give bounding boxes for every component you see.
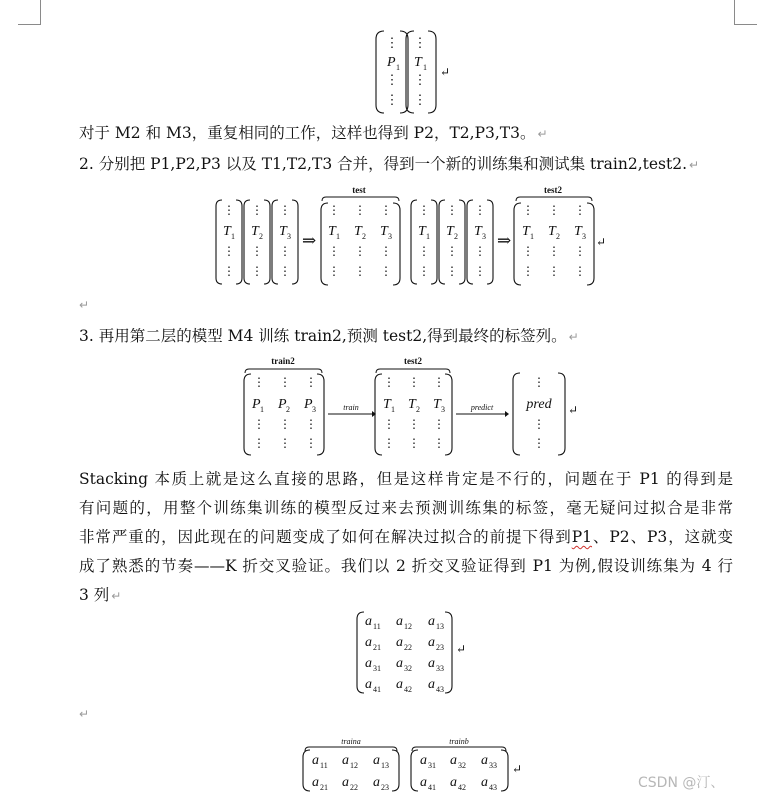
vdots: ⋮ bbox=[253, 417, 265, 431]
vdots: ⋮ bbox=[385, 72, 399, 87]
vdots: ⋮ bbox=[522, 264, 534, 278]
vdots: ⋮ bbox=[354, 264, 366, 278]
svg-text:T: T bbox=[548, 224, 556, 239]
svg-text:T: T bbox=[522, 224, 530, 239]
vdots: ⋮ bbox=[446, 244, 458, 258]
traina-label: traina bbox=[341, 737, 361, 746]
a-subscript: 43 bbox=[489, 783, 497, 792]
p-symbol: P bbox=[387, 55, 396, 70]
svg-text:T: T bbox=[328, 224, 336, 239]
svg-text:a: a bbox=[420, 775, 427, 790]
vdots: ⋮ bbox=[380, 264, 392, 278]
vdots: ⋮ bbox=[223, 203, 235, 217]
svg-text:a: a bbox=[312, 775, 319, 790]
vdots: ⋮ bbox=[408, 417, 420, 431]
svg-text:a: a bbox=[373, 775, 380, 790]
vdots: ⋮ bbox=[418, 244, 430, 258]
vdots: ⋮ bbox=[223, 244, 235, 258]
vdots: ⋮ bbox=[533, 436, 545, 450]
vdots: ⋮ bbox=[223, 264, 235, 278]
vdots: ⋮ bbox=[548, 203, 560, 217]
stacking-line-4: 成了熟悉的节奏——K 折交叉验证。我们以 2 折交叉验证得到 P1 为例,假设训练集为 4 行 bbox=[79, 557, 733, 575]
vdots: ⋮ bbox=[522, 244, 534, 258]
vdots: ⋮ bbox=[418, 264, 430, 278]
vdots: ⋮ bbox=[305, 417, 317, 431]
return-mark: ↵ bbox=[456, 642, 467, 656]
implies-arrow: ⇒ bbox=[497, 231, 512, 250]
t-subscript: 1 bbox=[336, 232, 340, 241]
trainb-label: trainb bbox=[449, 737, 469, 746]
t-subscript: 3 bbox=[582, 232, 586, 241]
vdots: ⋮ bbox=[328, 203, 340, 217]
vdots: ⋮ bbox=[433, 436, 445, 450]
return-mark: ↵ bbox=[568, 403, 579, 417]
vdots: ⋮ bbox=[446, 264, 458, 278]
t-subscript: 3 bbox=[388, 232, 392, 241]
t-subscript: 2 bbox=[362, 232, 366, 241]
vdots: ⋮ bbox=[380, 203, 392, 217]
svg-text:T: T bbox=[474, 224, 482, 239]
vdots: ⋮ bbox=[474, 264, 486, 278]
a-subscript: 22 bbox=[404, 643, 412, 652]
t-subscript: 2 bbox=[454, 232, 458, 241]
test2-label: test2 bbox=[404, 356, 422, 366]
a-subscript: 12 bbox=[350, 761, 358, 770]
a-subscript: 33 bbox=[489, 761, 497, 770]
vdots: ⋮ bbox=[383, 375, 395, 389]
vdots: ⋮ bbox=[413, 35, 427, 50]
svg-text:a: a bbox=[396, 656, 403, 671]
vdots: ⋮ bbox=[446, 203, 458, 217]
t-subscript: 3 bbox=[482, 232, 486, 241]
svg-text:a: a bbox=[365, 635, 372, 650]
t-subscript: 2 bbox=[259, 232, 263, 241]
a-subscript: 31 bbox=[428, 761, 436, 770]
a-subscript: 12 bbox=[404, 622, 412, 631]
empty-paragraph-mark: ↵ bbox=[79, 707, 90, 721]
vdots: ⋮ bbox=[251, 203, 263, 217]
vdots: ⋮ bbox=[413, 72, 427, 87]
a-subscript: 33 bbox=[436, 664, 444, 673]
vdots: ⋮ bbox=[305, 436, 317, 450]
svg-text:a: a bbox=[481, 753, 488, 768]
svg-text:T: T bbox=[446, 224, 454, 239]
vdots: ⋮ bbox=[385, 92, 399, 107]
vdots: ⋮ bbox=[380, 244, 392, 258]
t-subscript: 1 bbox=[423, 63, 427, 72]
equation-merge-test bbox=[216, 185, 606, 285]
svg-text:T: T bbox=[383, 397, 391, 412]
vdots: ⋮ bbox=[383, 436, 395, 450]
svg-text:T: T bbox=[574, 224, 582, 239]
vdots: ⋮ bbox=[418, 203, 430, 217]
svg-text:a: a bbox=[396, 677, 403, 692]
svg-text:a: a bbox=[312, 753, 319, 768]
svg-text:a: a bbox=[365, 614, 372, 629]
t-subscript: 2 bbox=[416, 405, 420, 414]
t-subscript: 1 bbox=[530, 232, 534, 241]
predict-arrowhead bbox=[505, 411, 509, 417]
p-subscript: 1 bbox=[396, 63, 400, 72]
svg-text:a: a bbox=[342, 775, 349, 790]
a-subscript: 13 bbox=[381, 761, 389, 770]
paragraph-repeat: 对于 M2 和 M3，重复相同的工作，这样也得到 P2，T2,P3,T3。 ↵ bbox=[79, 124, 548, 142]
svg-text:a: a bbox=[428, 656, 435, 671]
vdots: ⋮ bbox=[433, 417, 445, 431]
vdots: ⋮ bbox=[522, 203, 534, 217]
vdots: ⋮ bbox=[253, 375, 265, 389]
stacking-line-5: 3 列 ↵ bbox=[79, 586, 122, 604]
vdots: ⋮ bbox=[251, 264, 263, 278]
a-subscript: 31 bbox=[373, 664, 381, 673]
vdots: ⋮ bbox=[279, 436, 291, 450]
vdots: ⋮ bbox=[533, 375, 545, 389]
return-mark: ↵ bbox=[512, 762, 523, 776]
a-subscript: 22 bbox=[350, 783, 358, 792]
vdots: ⋮ bbox=[548, 264, 560, 278]
svg-text:T: T bbox=[408, 397, 416, 412]
svg-text:T: T bbox=[418, 224, 426, 239]
stacking-line-3: 非常严重的，因此现在的问题变成了如何在解决过拟合的前提下得到P1、P2、P3，这就变 bbox=[79, 528, 733, 546]
vdots: ⋮ bbox=[279, 375, 291, 389]
vdots: ⋮ bbox=[383, 417, 395, 431]
implies-arrow: ⇒ bbox=[302, 231, 317, 250]
t-symbol: T bbox=[279, 224, 287, 239]
vdots: ⋮ bbox=[354, 244, 366, 258]
vdots: ⋮ bbox=[279, 244, 291, 258]
equation-traina-trainb bbox=[303, 737, 522, 792]
csdn-watermark: CSDN @汀、 bbox=[638, 775, 725, 791]
svg-text:a: a bbox=[365, 677, 372, 692]
a-subscript: 42 bbox=[404, 685, 412, 694]
t-subscript: 2 bbox=[556, 232, 560, 241]
a-subscript: 11 bbox=[320, 761, 328, 770]
a-subscript: 43 bbox=[436, 685, 444, 694]
t-subscript: 1 bbox=[231, 232, 235, 241]
svg-text:a: a bbox=[342, 753, 349, 768]
vdots: ⋮ bbox=[413, 92, 427, 107]
svg-text:a: a bbox=[428, 635, 435, 650]
t-subscript: 3 bbox=[287, 232, 291, 241]
vdots: ⋮ bbox=[328, 244, 340, 258]
a-subscript: 32 bbox=[404, 664, 412, 673]
stacking-line-1: Stacking 本质上就是这么直接的思路，但是这样肯定是不行的，问题在于 P1 的得到是 bbox=[79, 470, 733, 488]
vdots: ⋮ bbox=[408, 375, 420, 389]
vdots: ⋮ bbox=[251, 244, 263, 258]
paragraph-step3: 3. 再用第二层的模型 M4 训练 train2,预测 test2,得到最终的标签列。 ↵ bbox=[79, 327, 579, 345]
t-subscript: 3 bbox=[441, 405, 445, 414]
predict-arrow-label: predict bbox=[470, 403, 494, 412]
a-subscript: 41 bbox=[428, 783, 436, 792]
p-subscript: 2 bbox=[286, 405, 290, 414]
vdots: ⋮ bbox=[433, 375, 445, 389]
underlined-p1: P1 bbox=[571, 528, 593, 546]
vdots: ⋮ bbox=[548, 244, 560, 258]
pred-label: pred bbox=[526, 397, 552, 412]
svg-text:T: T bbox=[354, 224, 362, 239]
t-subscript: 1 bbox=[426, 232, 430, 241]
svg-text:T: T bbox=[380, 224, 388, 239]
a-subscript: 11 bbox=[373, 622, 381, 631]
t-symbol: T bbox=[414, 55, 422, 70]
train-arrow-label: train bbox=[343, 403, 359, 412]
vdots: ⋮ bbox=[385, 35, 399, 50]
p-subscript: 3 bbox=[312, 405, 316, 414]
t-subscript: 1 bbox=[391, 405, 395, 414]
test2-label: test2 bbox=[544, 185, 562, 195]
svg-text:a: a bbox=[450, 775, 457, 790]
svg-text:P: P bbox=[304, 397, 313, 412]
a-subscript: 21 bbox=[373, 643, 381, 652]
vdots: ⋮ bbox=[279, 417, 291, 431]
svg-text:a: a bbox=[481, 775, 488, 790]
vdots: ⋮ bbox=[279, 203, 291, 217]
vdots: ⋮ bbox=[354, 203, 366, 217]
svg-text:P: P bbox=[278, 397, 287, 412]
train2-label: train2 bbox=[271, 356, 295, 366]
svg-text:a: a bbox=[365, 656, 372, 671]
svg-text:a: a bbox=[428, 677, 435, 692]
svg-text:a: a bbox=[396, 635, 403, 650]
test-label: test bbox=[352, 185, 366, 195]
t-symbol: T bbox=[223, 224, 231, 239]
t-symbol: T bbox=[251, 224, 259, 239]
return-mark: ↵ bbox=[440, 65, 451, 79]
empty-paragraph-mark: ↵ bbox=[79, 298, 90, 312]
a-subscript: 13 bbox=[436, 622, 444, 631]
svg-text:a: a bbox=[373, 753, 380, 768]
a-subscript: 42 bbox=[458, 783, 466, 792]
vdots: ⋮ bbox=[279, 264, 291, 278]
a-subscript: 23 bbox=[381, 783, 389, 792]
vdots: ⋮ bbox=[253, 436, 265, 450]
paragraph-step2: 2. 分别把 P1,P2,P3 以及 T1,T2,T3 合并，得到一个新的训练集和测试集 train2,test2. ↵ bbox=[79, 155, 700, 173]
equation-p1-t1 bbox=[376, 31, 450, 113]
vdots: ⋮ bbox=[474, 203, 486, 217]
equation-matrix-a bbox=[357, 612, 466, 694]
a-subscript: 32 bbox=[458, 761, 466, 770]
vdots: ⋮ bbox=[474, 244, 486, 258]
a-subscript: 21 bbox=[320, 783, 328, 792]
equation-train-predict bbox=[244, 356, 578, 455]
svg-text:a: a bbox=[450, 753, 457, 768]
vdots: ⋮ bbox=[574, 244, 586, 258]
vdots: ⋮ bbox=[408, 436, 420, 450]
p-subscript: 1 bbox=[260, 405, 264, 414]
svg-text:T: T bbox=[433, 397, 441, 412]
vdots: ⋮ bbox=[574, 203, 586, 217]
svg-text:a: a bbox=[420, 753, 427, 768]
svg-text:a: a bbox=[396, 614, 403, 629]
vdots: ⋮ bbox=[305, 375, 317, 389]
vdots: ⋮ bbox=[533, 417, 545, 431]
stacking-line-2: 有问题的，用整个训练集训练的模型反过来去预测训练集的标签，毫无疑问过拟合是非常 bbox=[79, 499, 733, 517]
vdots: ⋮ bbox=[574, 264, 586, 278]
svg-text:a: a bbox=[428, 614, 435, 629]
a-subscript: 41 bbox=[373, 685, 381, 694]
a-subscript: 23 bbox=[436, 643, 444, 652]
return-mark: ↵ bbox=[596, 235, 607, 249]
svg-text:P: P bbox=[252, 397, 261, 412]
vdots: ⋮ bbox=[328, 264, 340, 278]
